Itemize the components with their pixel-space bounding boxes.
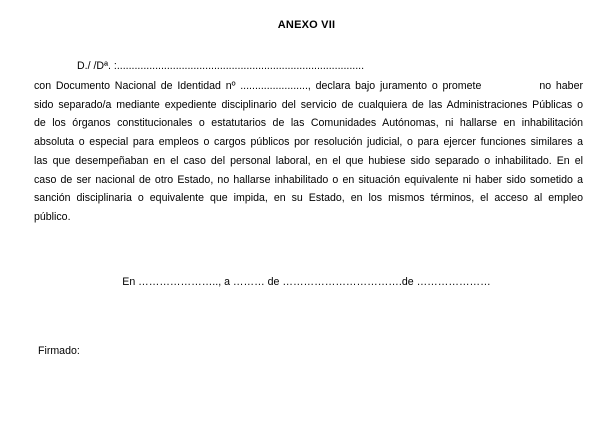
paragraph-line-4: absoluta o especial para empleos o cargos públicos por resolución judicial, o para ejercer funciones similares a — [34, 136, 583, 149]
declarant-line: D./ /Dª. :.................................................................................... — [77, 60, 365, 72]
place-date-line: En ………………….., a ……… de …………………………….de ………………… — [122, 276, 491, 288]
declaration-paragraph — [34, 77, 583, 227]
paragraph-line-6: caso de ser nacional de otro Estado, no hallarse inhabilitado o en situación equivalente ni haber sido sometido a — [34, 173, 583, 186]
paragraph-line-1-end: no haber — [539, 80, 583, 92]
annex-title: ANEXO VII — [277, 19, 336, 31]
signed-label: Firmado: — [38, 345, 80, 357]
paragraph-line-8: público. — [34, 210, 71, 223]
paragraph-line-2: sido separado/a mediante expediente disciplinario del servicio de cualquiera de las Administraciones Públicas o — [34, 98, 583, 111]
paragraph-line-5: las que desempeñaban en el caso del personal laboral, en el que hubiese sido separado o inhabilitado. En el — [34, 154, 583, 167]
paragraph-line-1 — [34, 77, 583, 96]
paragraph-line-3: de los órganos constitucionales o estatutarios de las Comunidades Autónomas, ni hallarse en inhabilitación — [34, 117, 583, 130]
paragraph-line-7: sanción disciplinaria o equivalente que impida, en su Estado, en los mismos términos, el acceso al empleo — [34, 192, 583, 205]
paragraph-line-1-start: con Documento Nacional de Identidad nº ......................., declara bajo juramento o promete — [34, 80, 482, 92]
